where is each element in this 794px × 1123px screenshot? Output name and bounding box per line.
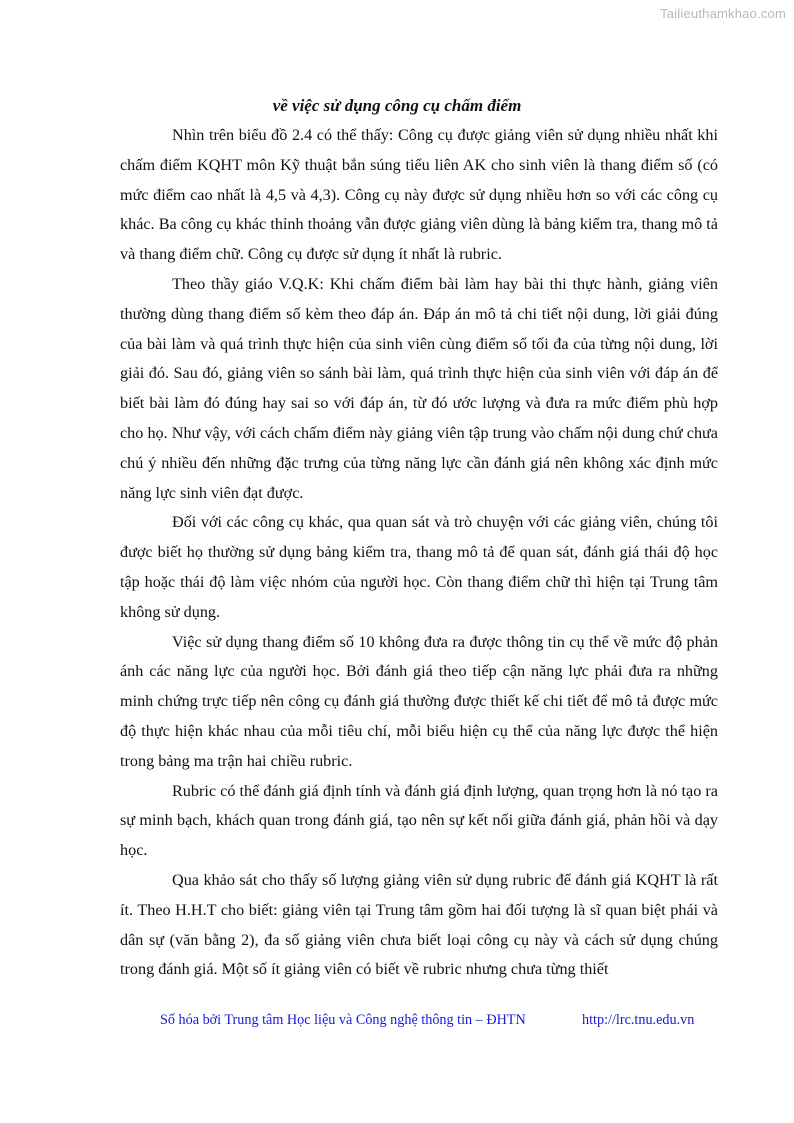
- footer-source: Số hóa bởi Trung tâm Học liệu và Công nghệ thông tin – ĐHTN: [160, 1012, 526, 1028]
- footer-url-link[interactable]: http://lrc.tnu.edu.vn: [582, 1012, 695, 1028]
- watermark: Tailieuthamkhao.com: [660, 6, 786, 21]
- paragraph: Qua khảo sát cho thấy số lượng giảng viên sử dụng rubric để đánh giá KQHT là rất ít. Theo H.H.T cho biết: giảng viên tại Trung tâm gồm hai đối tượng là sĩ quan biệt phái và dân sự (văn bằng 2), đa số giảng viên chưa biết loại công cụ này và cách sử dụng chúng trong đánh giá. Một số ít giảng viên có biết về rubric nhưng chưa từng thiết: [120, 870, 718, 979]
- paragraph: Việc sử dụng thang điểm số 10 không đưa ra được thông tin cụ thể về mức độ phản ánh các năng lực của người học. Bởi đánh giá theo tiếp cận năng lực phải đưa ra những minh chứng trực tiếp nên công cụ đánh giá thường được thiết kế chi tiết để mô tả được mức độ thực hiện khác nhau của mỗi tiêu chí, mỗi biểu hiện cụ thể của năng lực được thể hiện trong bảng ma trận hai chiều rubric.: [120, 632, 718, 770]
- paragraph: Đối với các công cụ khác, qua quan sát và trò chuyện với các giảng viên, chúng tôi được biết họ thường sử dụng bảng kiểm tra, thang mô tả để quan sát, đánh giá thái độ học tập hoặc thái độ làm việc nhóm của người học. Còn thang điểm chữ thì hiện tại Trung tâm không sử dụng.: [120, 513, 718, 621]
- paragraph: Rubric có thể đánh giá định tính và đánh giá định lượng, quan trọng hơn là nó tạo ra sự minh bạch, khách quan trong đánh giá, tạo nên sự kết nối giữa đánh giá, phản hồi và dạy học.: [120, 781, 718, 860]
- paragraph: Theo thầy giáo V.Q.K: Khi chấm điểm bài làm hay bài thi thực hành, giảng viên thường dùng thang điểm số kèm theo đáp án. Đáp án mô tả chi tiết nội dung, lời giải đúng của bài làm và quá trình thực hiện của sinh viên cùng điểm số tối đa của từng nội dung, lời giải đó. Sau đó, giảng viên so sánh bài làm, quá trình thực hiện của sinh viên với đáp án để biết bài làm đó đúng hay sai so với đáp án, từ đó ước lượng và đưa ra mức điểm phù hợp cho họ. Như vậy, với cách chấm điểm này giảng viên tập trung vào chấm nội dung chứ chưa chú ý nhiều đến những đặc trưng của từng năng lực cần đánh giá nên không xác định mức năng lực sinh viên đạt được.: [120, 274, 718, 502]
- body-text: [120, 121, 718, 985]
- paragraph: Nhìn trên biểu đồ 2.4 có thể thấy: Công cụ được giảng viên sử dụng nhiều nhất khi chấm điểm KQHT môn Kỹ thuật bắn súng tiểu liên AK cho sinh viên là thang điểm số (có mức điểm cao nhất là 4,5 và 4,3). Công cụ này được sử dụng nhiều hơn so với các công cụ khác. Ba công cụ khác thỉnh thoảng vẫn được giảng viên dùng là bảng kiểm tra, thang mô tả và thang điểm chữ. Công cụ được sử dụng ít nhất là rubric.: [120, 126, 718, 264]
- section-heading: về việc sử dụng công cụ chấm điểm: [272, 96, 522, 115]
